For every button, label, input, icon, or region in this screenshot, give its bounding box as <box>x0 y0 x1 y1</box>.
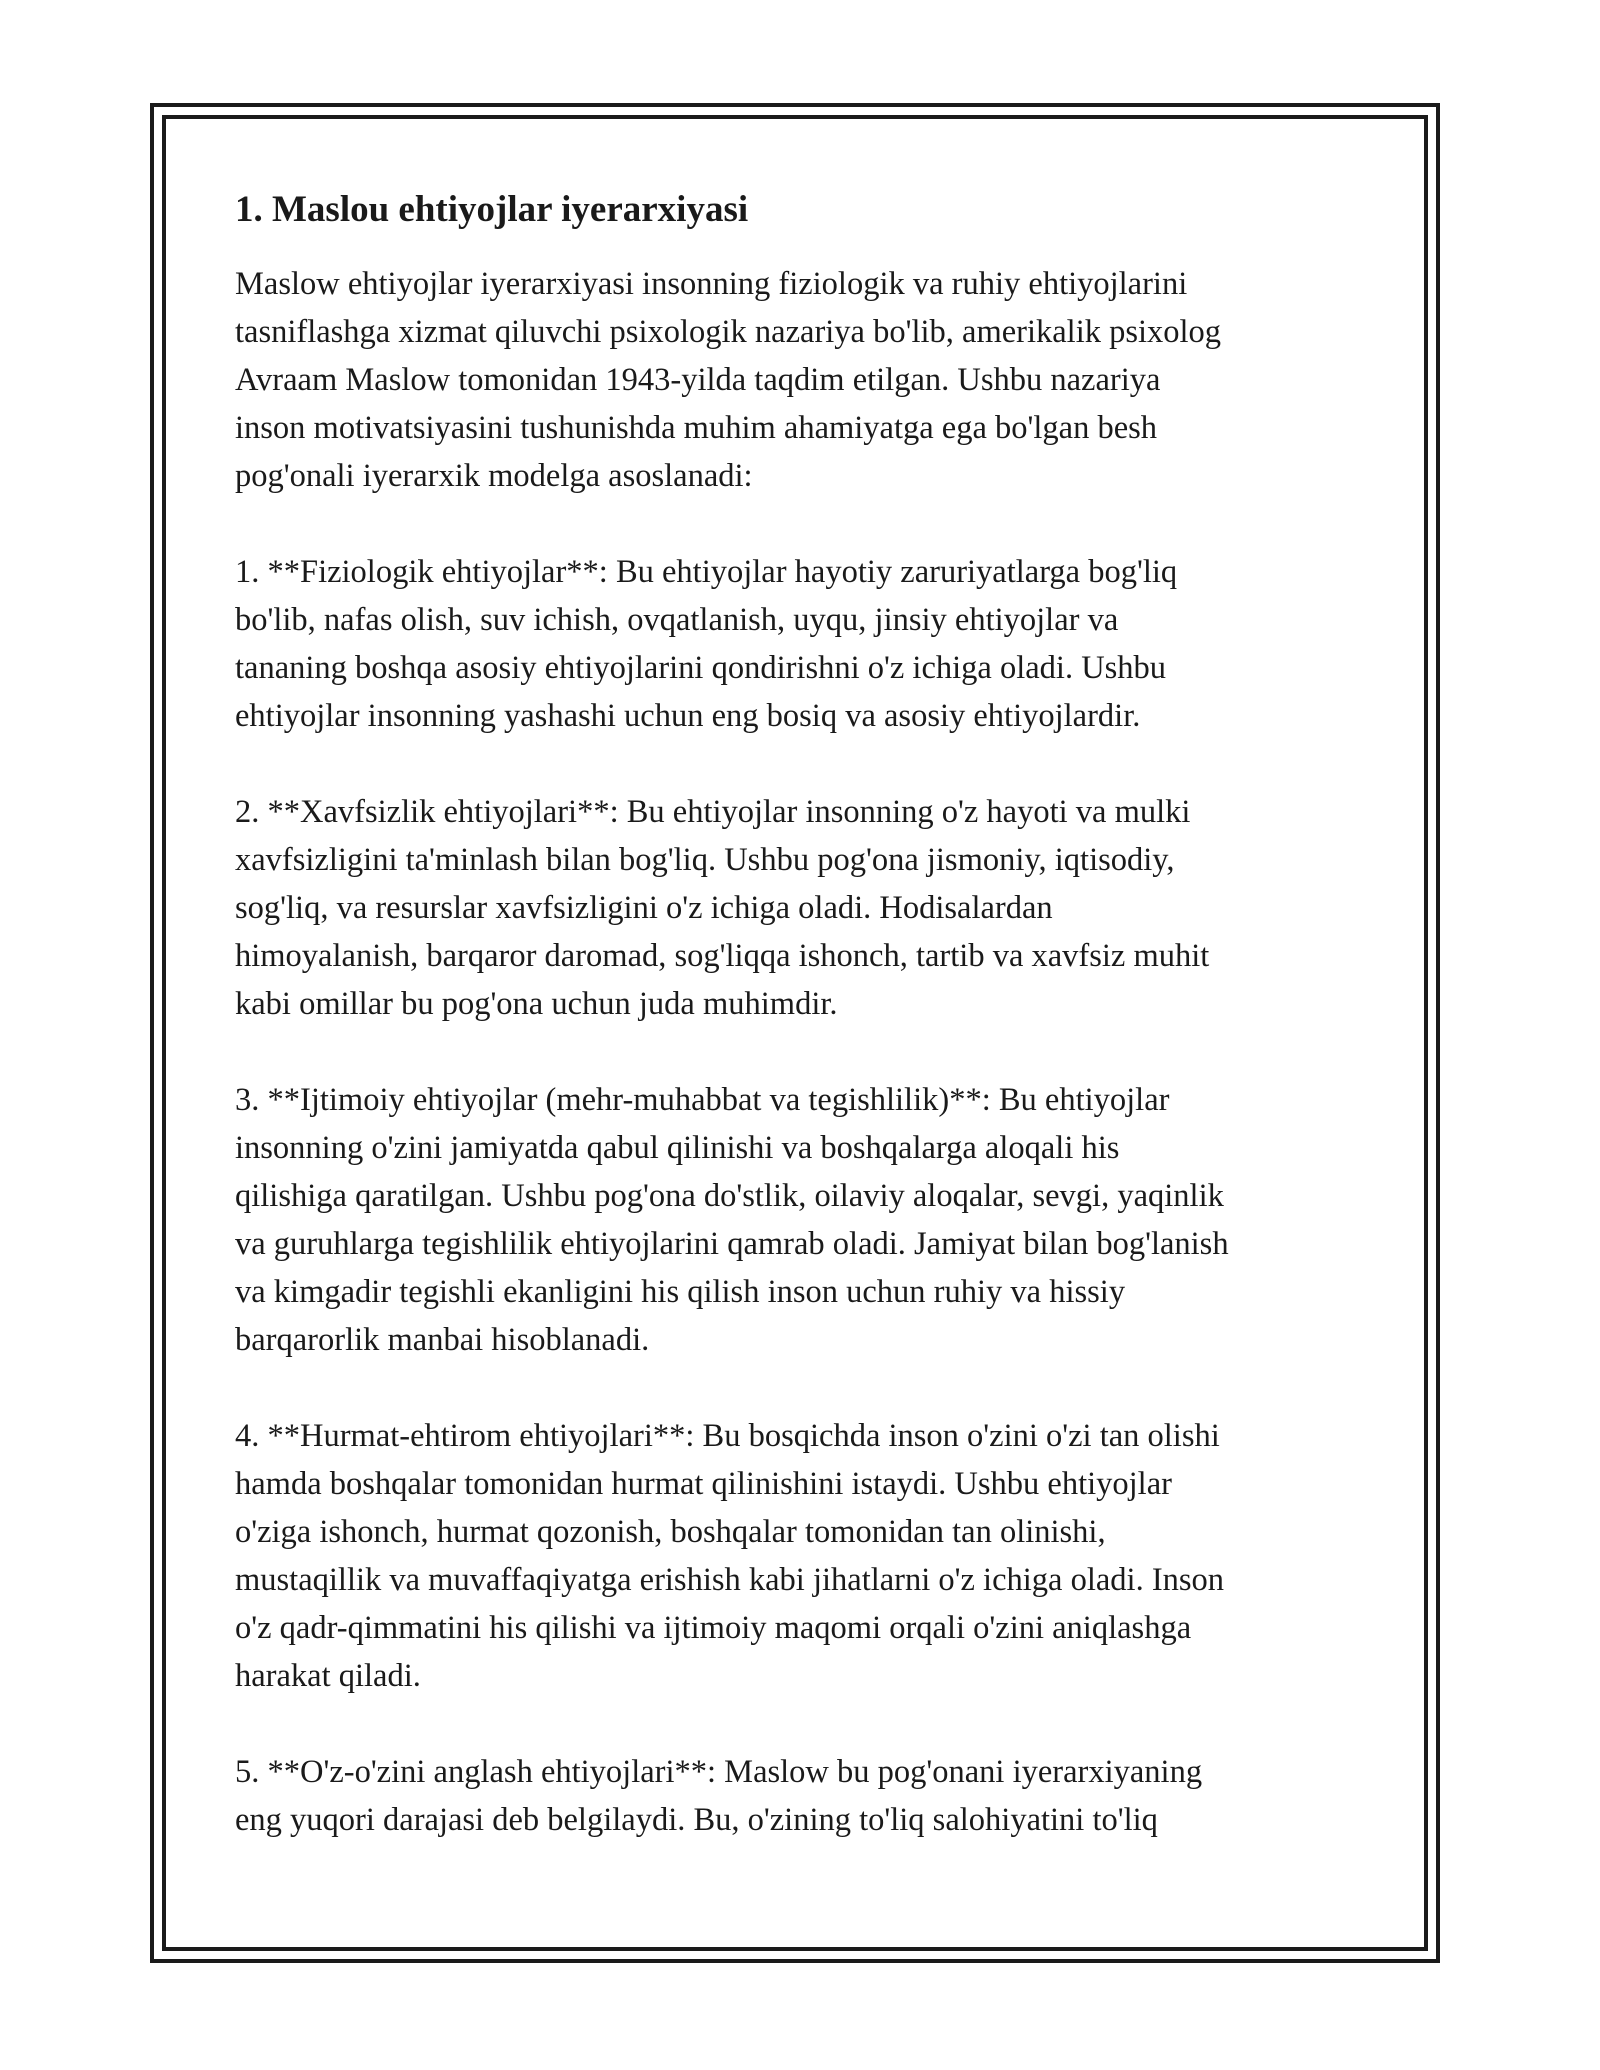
list-item-self-actualization-needs: 5. **O'z-o'zini anglash ehtiyojlari**: Maslow bu pog'onani iyerarxiyaning eng yuqori darajasi deb belgilaydi. Bu, o'zining to'liq salohiyatini to'liq <box>235 1754 1203 1838</box>
intro-paragraph: Maslow ehtiyojlar iyerarxiyasi insonning fiziologik va ruhiy ehtiyojlarini tasniflashga xizmat qiluvchi psixologik nazariya bo'lib, amerikalik psixolog Avraam Maslow tomonidan 1943-yilda taqdim etilgan. Ushbu nazariya inson motivatsiyasini tushunishda muhim ahamiyatga ega bo'lgan besh pog'onali iyerarxik modelga asoslanadi: <box>235 266 1222 494</box>
list-item-physiological-needs: 1. **Fiziologik ehtiyojlar**: Bu ehtiyojlar hayotiy zaruriyatlarga bog'liq bo'lib, nafas olish, suv ichish, ovqatlanish, uyqu, jinsiy ehtiyojlar va tananing boshqa asosiy ehtiyojlarini qondirishni o'z ichiga oladi. Ushbu ehtiyojlar insonning yashashi uchun eng bosiq va asosiy ehtiyojlardir. <box>235 554 1178 734</box>
list-item-social-needs: 3. **Ijtimoiy ehtiyojlar (mehr-muhabbat va tegishlilik)**: Bu ehtiyojlar insonning o'zini jamiyatda qabul qilinishi va boshqalarga aloqali his qilishiga qaratilgan. Ushbu pog'ona do'stlik, oilaviy aloqalar, sevgi, yaqinlik va guruhlarga tegishlilik ehtiyojlarini qamrab oladi. Jamiyat bilan bog'lanish va kimgadir tegishli ekanligini his qilish inson uchun ruhiy va hissiy barqarorlik manbai hisoblanadi. <box>235 1082 1229 1358</box>
section-heading: 1. Maslou ehtiyojlar iyerarxiyasi <box>235 189 749 230</box>
list-item-safety-needs: 2. **Xavfsizlik ehtiyojlari**: Bu ehtiyojlar insonning o'z hayoti va mulki xavfsizligini ta'minlash bilan bog'liq. Ushbu pog'ona jismoniy, iqtisodiy, sog'liq, va resurslar xavfsizligini o'z ichiga oladi. Hodisalardan himoyalanish, barqaror daromad, sog'liqqa ishonch, tartib va xavfsiz muhit kabi omillar bu pog'ona uchun juda muhimdir. <box>235 794 1210 1022</box>
list-item-esteem-needs: 4. **Hurmat-ehtirom ehtiyojlari**: Bu bosqichda inson o'zini o'zi tan olishi hamda boshqalar tomonidan hurmat qilinishini istaydi. Ushbu ehtiyojlar o'ziga ishonch, hurmat qozonish, boshqalar tomonidan tan olinishi, mustaqillik va muvaffaqiyatga erishish kabi jihatlarni o'z ichiga oladi. Inson o'z qadr-qimmatini his qilishi va ijtimoiy maqomi orqali o'zini aniqlashga harakat qiladi. <box>235 1418 1225 1694</box>
document-body <box>235 186 1375 1892</box>
